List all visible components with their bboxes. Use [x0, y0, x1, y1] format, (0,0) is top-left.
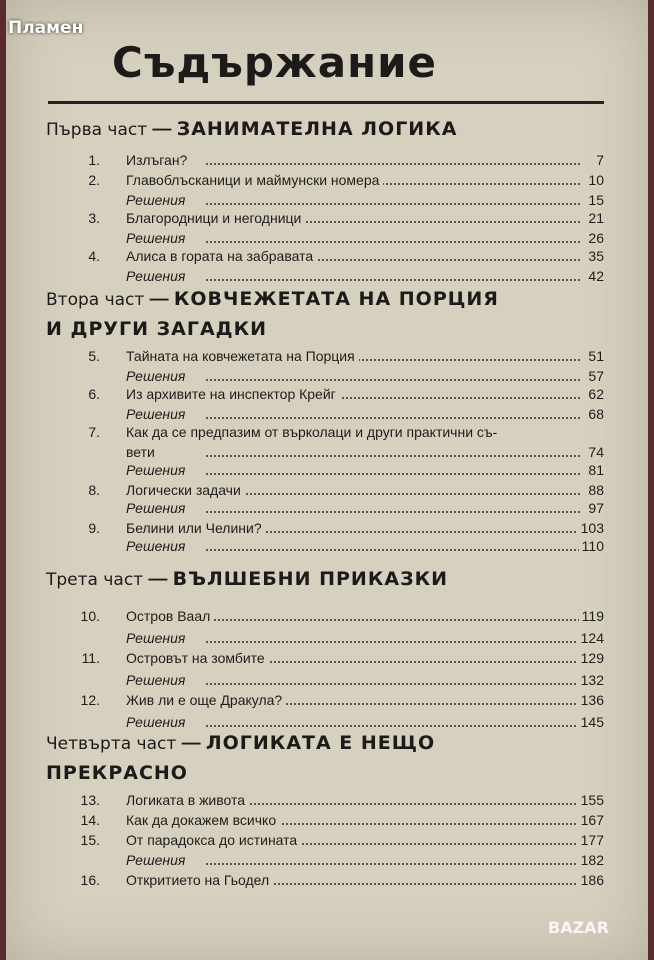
- chapter-title: [126, 384, 340, 404]
- title-divider: [48, 101, 604, 104]
- leader-dots: [206, 203, 580, 205]
- page-number-text: 136: [578, 692, 604, 708]
- chapter-number: 12.: [80, 692, 100, 708]
- part-dash: —: [149, 289, 169, 310]
- toc-solutions-row: [6, 850, 608, 870]
- page-number: [578, 810, 604, 830]
- toc-solutions-row: [6, 628, 608, 648]
- chapter-title: [126, 266, 189, 286]
- chapter-title: [126, 810, 280, 830]
- chapter-title: [126, 712, 189, 732]
- chapter-number: 16.: [80, 872, 100, 888]
- part-heading: [46, 566, 448, 593]
- chapter-title: [126, 690, 286, 710]
- chapter-number: 1.: [88, 152, 100, 168]
- page-number-text: 129: [578, 650, 604, 666]
- part-title: КОВЧЕЖЕТАТА НА ПОРЦИЯ: [173, 288, 499, 310]
- page-number-text: 81: [585, 462, 604, 478]
- page-number: [585, 170, 604, 190]
- chapter-title: [126, 404, 189, 424]
- toc-entry: [6, 648, 608, 668]
- leader-dots: [206, 511, 580, 513]
- chapter-number: 2.: [88, 172, 100, 188]
- toc-solutions-row: [6, 266, 608, 286]
- chapter-title-text: Остров Ваал: [126, 608, 214, 624]
- chapter-title-text: Логиката в живота: [126, 792, 249, 808]
- page-number: [578, 648, 604, 668]
- chapter-title: [126, 208, 305, 228]
- chapter-title: [126, 518, 266, 538]
- toc-entry: [6, 606, 608, 626]
- toc-solutions-row: [6, 228, 608, 248]
- part-label: Втора част: [46, 290, 145, 310]
- chapter-title: [126, 498, 189, 518]
- page-number-text: 7: [593, 152, 604, 168]
- chapter-title-text: Белини или Челини?: [126, 520, 266, 536]
- part-heading: [46, 286, 499, 313]
- page-number: [585, 404, 604, 424]
- page-number-text: 155: [578, 792, 604, 808]
- page-number: [585, 346, 604, 366]
- toc-entry: [6, 246, 608, 266]
- toc-solutions-row: [6, 712, 608, 732]
- toc-solutions-row: [6, 366, 608, 386]
- chapter-number: 15.: [80, 832, 100, 848]
- page-number: [578, 850, 604, 870]
- toc-solutions-row: [6, 498, 608, 518]
- leader-dots: [206, 279, 580, 281]
- toc-entry: [6, 422, 608, 442]
- page-number-text: 119: [579, 608, 604, 624]
- page-number: [578, 712, 604, 732]
- chapter-title-text: Решения: [126, 630, 189, 646]
- toc-entry: [6, 170, 608, 190]
- toc-entry: [6, 518, 608, 538]
- toc-entry: [6, 480, 608, 500]
- page-number-text: 57: [585, 368, 604, 384]
- chapter-title: [126, 366, 189, 386]
- leader-dots: [206, 619, 580, 621]
- chapter-title-text: Главоблъсканици и маймунски номера: [126, 172, 383, 188]
- chapter-title-text: Решения: [126, 192, 189, 208]
- page-number-text: 167: [578, 812, 604, 828]
- chapter-title: [126, 460, 189, 480]
- page-number-text: 51: [585, 348, 604, 364]
- page-number: [578, 690, 604, 710]
- chapter-title: [126, 422, 501, 442]
- page-number-text: 132: [578, 672, 604, 688]
- page-number-text: 186: [578, 872, 604, 888]
- page-number-text: 35: [585, 248, 604, 264]
- page-number: [578, 518, 604, 538]
- page-number: [585, 480, 604, 500]
- chapter-title: [126, 628, 189, 648]
- part-heading: [46, 730, 435, 757]
- page-number: [578, 670, 604, 690]
- chapter-title: [126, 190, 189, 210]
- chapter-title: [126, 648, 269, 668]
- leader-dots: [206, 379, 580, 381]
- chapter-title: [126, 346, 359, 366]
- chapter-title: [126, 670, 189, 690]
- part-dash: —: [148, 569, 168, 590]
- page-number: [585, 190, 604, 210]
- toc-solutions-row: [6, 460, 608, 480]
- toc-entry: [6, 384, 608, 404]
- part-label: Първа част: [46, 120, 148, 140]
- chapter-number: 7.: [88, 424, 100, 440]
- toc-solutions-row: [6, 404, 608, 424]
- toc-entry: [6, 870, 608, 890]
- page-number: [578, 830, 604, 850]
- chapter-number: 10.: [80, 608, 100, 624]
- page-number-text: 124: [578, 630, 604, 646]
- page-number-text: [601, 424, 604, 440]
- leader-dots: [206, 417, 580, 419]
- page-number: [578, 628, 604, 648]
- page-number: [579, 606, 604, 626]
- leader-dots: [206, 493, 580, 495]
- chapter-title-text: Жив ли е още Дракула?: [126, 692, 286, 708]
- chapter-title-text: Решения: [126, 406, 189, 422]
- chapter-title: [126, 536, 189, 556]
- toc-entry: [6, 150, 608, 170]
- chapter-title-text: Решения: [126, 368, 189, 384]
- part-title: ЗАНИМАТЕЛНА ЛОГИКА: [176, 118, 458, 140]
- page-number: [578, 790, 604, 810]
- page-number-text: 182: [578, 852, 604, 868]
- page-number-text: 110: [579, 538, 604, 554]
- page-number: [593, 150, 604, 170]
- page-number-text: 10: [585, 172, 604, 188]
- chapter-number: 8.: [88, 482, 100, 498]
- book-page: [6, 0, 648, 960]
- page-number-text: 21: [585, 210, 604, 226]
- page-number: [585, 442, 604, 462]
- page-number: [585, 366, 604, 386]
- page-number-text: 145: [578, 714, 604, 730]
- toc-entry: [6, 208, 608, 228]
- bazar-watermark-logo: BAZAR: [548, 918, 609, 937]
- chapter-title-text: Решения: [126, 230, 189, 246]
- chapter-title-text: вети: [126, 444, 159, 460]
- chapter-title-text: Решения: [126, 672, 189, 688]
- leader-dots: [206, 683, 580, 685]
- toc-solutions-row: [6, 670, 608, 690]
- chapter-number: 3.: [88, 210, 100, 226]
- part-heading: [46, 760, 188, 787]
- chapter-title: [126, 442, 159, 462]
- chapter-title-text: Откритието на Гьодел: [126, 872, 273, 888]
- chapter-title: [126, 150, 191, 170]
- page-number: [585, 384, 604, 404]
- chapter-title-text: Решения: [126, 268, 189, 284]
- chapter-title-text: Тайната на ковчежетата на Порция: [126, 348, 359, 364]
- chapter-title: [126, 606, 214, 626]
- chapter-title-text: Из архивите на инспектор Крейг: [126, 386, 340, 402]
- leader-dots: [206, 241, 580, 243]
- part-heading: [46, 116, 457, 143]
- part-heading: [46, 316, 267, 343]
- toc-entry: [6, 810, 608, 830]
- page-number-text: 68: [585, 406, 604, 422]
- part-title: ВЪЛШЕБНИ ПРИКАЗКИ: [172, 568, 448, 590]
- chapter-title-text: Благородници и негодници: [126, 210, 305, 226]
- toc-entry: [6, 790, 608, 810]
- toc-solutions-row: [6, 190, 608, 210]
- chapter-title-text: Решения: [126, 462, 189, 478]
- leader-dots: [206, 863, 580, 865]
- leader-dots: [206, 641, 580, 643]
- chapter-number: 14.: [80, 812, 100, 828]
- chapter-title-text: Логически задачи: [126, 482, 245, 498]
- leader-dots: [206, 549, 580, 551]
- chapter-title-text: Островът на зомбите: [126, 650, 269, 666]
- chapter-number: 5.: [88, 348, 100, 364]
- chapter-title: [126, 228, 189, 248]
- part-title: ПРЕКРАСНО: [46, 762, 188, 784]
- toc-entry: [6, 346, 608, 366]
- leader-dots: [206, 455, 580, 457]
- part-dash: —: [152, 119, 172, 140]
- page-number-text: 177: [578, 832, 604, 848]
- page-number: [585, 208, 604, 228]
- chapter-number: 9.: [88, 520, 100, 536]
- chapter-title: [126, 870, 273, 890]
- leader-dots: [206, 725, 580, 727]
- page-number-text: 15: [585, 192, 604, 208]
- chapter-title-text: Решения: [126, 538, 189, 554]
- part-label: Четвърта част: [46, 734, 177, 754]
- toc-solutions-row: [6, 536, 608, 556]
- chapter-title: [126, 480, 245, 500]
- toc-entry: [6, 442, 608, 462]
- part-title: И ДРУГИ ЗАГАДКИ: [46, 318, 268, 340]
- chapter-title: [126, 170, 383, 190]
- page-number-text: 88: [585, 482, 604, 498]
- toc-entry: [6, 690, 608, 710]
- page-number: [579, 536, 604, 556]
- chapter-title: [126, 850, 189, 870]
- page-number-text: 26: [585, 230, 604, 246]
- chapter-title-text: Решения: [126, 500, 189, 516]
- page-number-text: 42: [585, 268, 604, 284]
- chapter-title-text: Решения: [126, 852, 189, 868]
- chapter-title-text: От парадокса до истината: [126, 832, 301, 848]
- part-label: Трета част: [46, 570, 144, 590]
- toc-entry: [6, 830, 608, 850]
- page-number-text: 74: [585, 444, 604, 460]
- page-number: [585, 228, 604, 248]
- chapter-title-text: Решения: [126, 714, 189, 730]
- leader-dots: [206, 803, 580, 805]
- chapter-number: 6.: [88, 386, 100, 402]
- chapter-title: [126, 246, 317, 266]
- chapter-number: 4.: [88, 248, 100, 264]
- chapter-title: [126, 830, 301, 850]
- page-number: [585, 460, 604, 480]
- chapter-number: 13.: [80, 792, 100, 808]
- page-number-text: 97: [585, 500, 604, 516]
- seller-name: Пламен: [8, 18, 84, 38]
- part-title: ЛОГИКАТА Е НЕЩО: [205, 732, 436, 754]
- chapter-number: 11.: [81, 650, 100, 666]
- page-number-text: 103: [578, 520, 604, 536]
- part-dash: —: [181, 733, 201, 754]
- chapter-title-text: Алиса в гората на забравата: [126, 248, 317, 264]
- leader-dots: [206, 473, 580, 475]
- page-number: [578, 870, 604, 890]
- leader-dots: [206, 163, 580, 165]
- chapter-title-text: Излъган?: [126, 152, 191, 168]
- page-title: Съдържание: [112, 38, 437, 87]
- chapter-title-text: Как да докажем всичко: [126, 812, 280, 828]
- page-number: [585, 266, 604, 286]
- page-number-text: 62: [585, 386, 604, 402]
- chapter-title-text: Как да се предпазим от върколаци и други практични съ-: [126, 424, 501, 440]
- page-number: [585, 498, 604, 518]
- page-number: [585, 246, 604, 266]
- chapter-title: [126, 790, 249, 810]
- page-number: [601, 422, 604, 442]
